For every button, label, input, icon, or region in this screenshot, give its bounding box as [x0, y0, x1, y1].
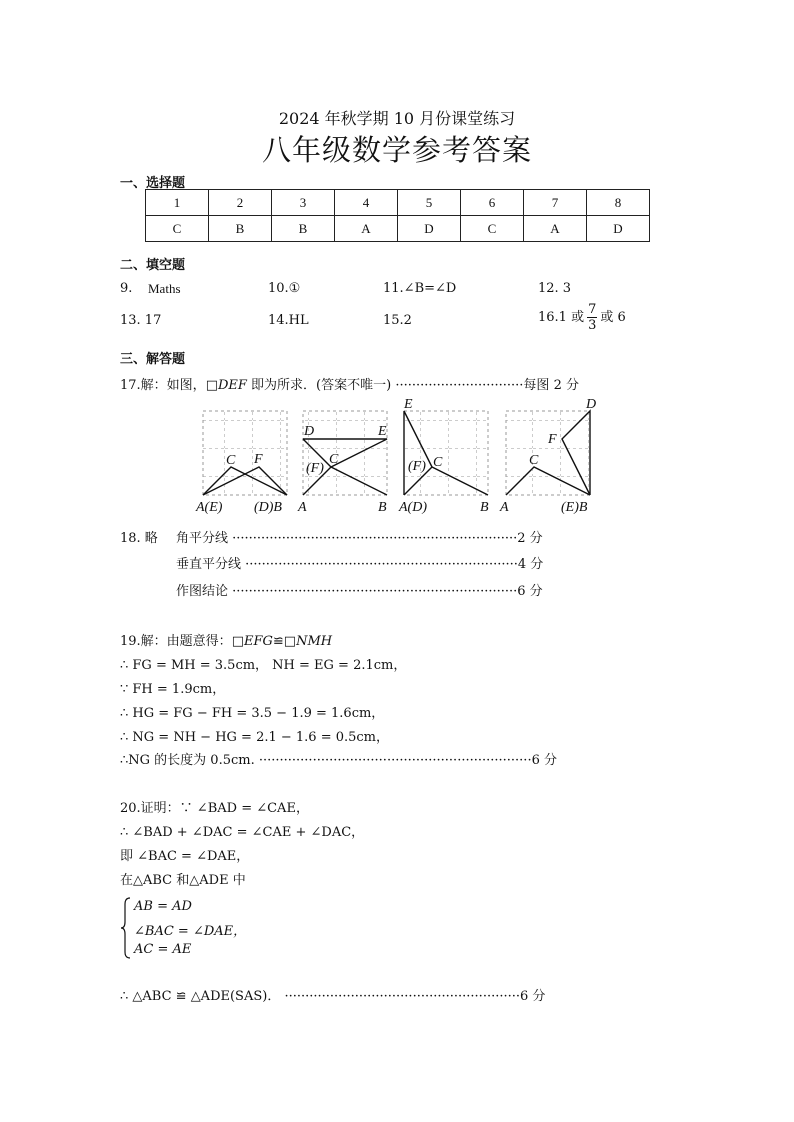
label-a: A — [500, 500, 509, 515]
table-cell: 1 — [146, 190, 209, 216]
q19-line-2: ∴ FG = MH = 3.5cm， NH = EG = 2.1cm， — [120, 658, 407, 673]
q19-line-1 — [120, 630, 332, 649]
subtitle: 2024 年秋学期 10 月份课堂练习 — [278, 109, 516, 128]
label-a: A — [298, 500, 307, 515]
figure-2 — [297, 411, 387, 515]
label-c: C — [529, 453, 539, 468]
q17-triangle-name: DEF — [217, 378, 247, 393]
fill-q12: 12. 3 — [538, 281, 572, 296]
fill-q16-prefix: 16.1 或 — [538, 310, 585, 325]
q20-line-1: 20.证明：∵ ∠BAD = ∠CAE， — [120, 801, 309, 816]
table-cell: A — [524, 216, 587, 242]
section-choice-heading: 一、选择题 — [120, 176, 186, 191]
fraction-numerator: 7 — [588, 302, 597, 317]
congruent-symbol: ≌ — [272, 634, 284, 649]
label-c: C — [433, 455, 443, 470]
label-e: E — [404, 397, 413, 412]
label-f: F — [548, 432, 557, 447]
q19-prefix: 19.解：由题意得： — [120, 634, 232, 649]
fraction-denominator: 3 — [588, 318, 597, 333]
figure-3 — [398, 397, 489, 515]
label-d: D — [586, 397, 597, 412]
triangle-symbol-icon: □ — [231, 634, 244, 649]
label-d: D — [304, 424, 315, 439]
label-c: C — [329, 452, 339, 467]
table-cell: 6 — [461, 190, 524, 216]
q19-triangle-nmh: NMH — [296, 634, 333, 649]
label-a-e: A(E) — [196, 500, 223, 515]
table-cell: D — [587, 216, 650, 242]
table-cell: C — [461, 216, 524, 242]
figure-1 — [195, 411, 287, 515]
q20-conclusion: ∴ △ABC ≌ △ADE(SAS)． ·························································6 分 — [120, 989, 546, 1004]
q17-prefix: 17.解：如图， — [120, 378, 206, 393]
q19-line-3: ∵ FH = 1.9cm， — [120, 682, 226, 697]
q20-system-line-1: AB = AD — [134, 899, 192, 914]
q19-line-5: ∴ NG = NH − HG = 2.1 − 1.6 = 0.5cm， — [120, 730, 390, 745]
label-e-b: (E)B — [561, 500, 588, 515]
label-b: B — [480, 500, 489, 515]
table-cell: 3 — [272, 190, 335, 216]
table-cell: 2 — [209, 190, 272, 216]
q19-triangle-efg: EFG — [243, 634, 273, 649]
table-cell: A — [335, 216, 398, 242]
page-title: 八年级数学参考答案 — [261, 133, 532, 167]
label-d-b: (D)B — [254, 500, 282, 515]
fill-q13: 13. 17 — [120, 313, 162, 328]
fill-q11: 11.∠B=∠D — [383, 281, 457, 296]
label-c: C — [226, 453, 236, 468]
figure-4 — [499, 397, 596, 515]
q18-line-2: 垂直平分线 ··································································4 分 — [176, 557, 544, 572]
table-cell: 8 — [587, 190, 650, 216]
q20-line-4: 在△ABC 和△ADE 中 — [120, 873, 246, 888]
table-cell: 5 — [398, 190, 461, 216]
q18-line-3: 作图结论 ·····································································6 分 — [176, 584, 543, 599]
label-f: (F) — [408, 459, 426, 474]
table-cell: C — [146, 216, 209, 242]
section-solve-heading: 三、解答题 — [120, 352, 186, 367]
label-f: (F) — [306, 461, 324, 476]
table-cell: D — [398, 216, 461, 242]
q18-label: 18. 略 — [120, 531, 158, 546]
q19-line-6: ∴NG 的长度为 0.5cm. ··································································6 分 — [120, 753, 557, 768]
fill-q10: 10.① — [268, 281, 301, 296]
triangle-symbol-icon: □ — [205, 378, 218, 393]
fill-q16-suffix: 或 6 — [600, 310, 626, 325]
q18-line-1: 角平分线 ·····································································2 分 — [176, 531, 543, 546]
q20-line-3: 即 ∠BAC = ∠DAE， — [120, 849, 250, 864]
label-b: B — [378, 500, 387, 515]
label-e: E — [378, 424, 387, 439]
q17-suffix: 即为所求．(答案不唯一) ·······························每图 2 分 — [246, 378, 579, 393]
fill-q15: 15.2 — [383, 313, 412, 328]
q20-system-line-3: AC = AE — [134, 942, 192, 957]
q19-line-4: ∴ HG = FG − FH = 3.5 − 1.9 = 1.6cm， — [120, 706, 385, 721]
fill-q14: 14.HL — [268, 313, 309, 328]
table-cell: 4 — [335, 190, 398, 216]
fill-q9-answer: Maths — [148, 281, 181, 296]
label-f: F — [254, 452, 263, 467]
q20-system-line-2: ∠BAC = ∠DAE， — [134, 924, 247, 939]
left-brace-icon — [120, 896, 132, 960]
table-cell: B — [209, 216, 272, 242]
table-cell: 7 — [524, 190, 587, 216]
label-a-d: A(D) — [399, 500, 427, 515]
fill-q9-number: 9. — [120, 281, 133, 296]
table-cell: B — [272, 216, 335, 242]
triangle-symbol-icon: □ — [283, 634, 297, 649]
section-fill-heading: 二、填空题 — [120, 258, 186, 273]
q20-line-2: ∴ ∠BAD + ∠DAC = ∠CAE + ∠DAC， — [120, 825, 365, 840]
